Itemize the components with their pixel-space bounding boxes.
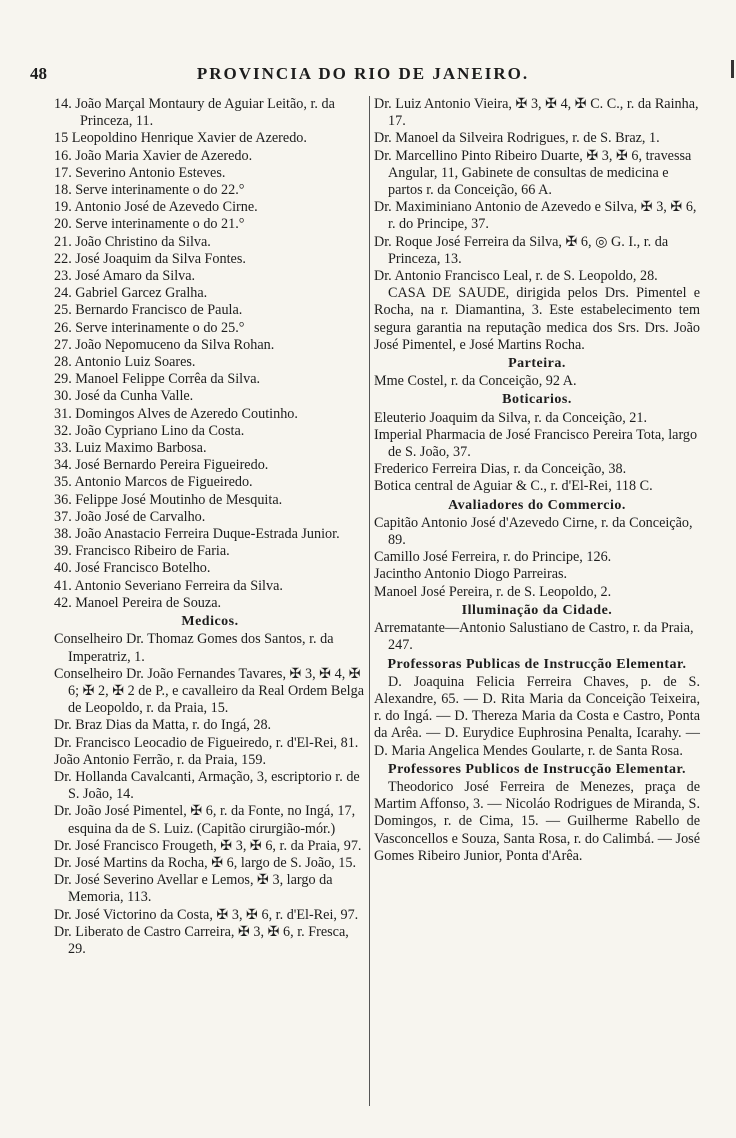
list-item: Dr. Marcellino Pinto Ribeiro Duarte, ✠ 3, ✠ 6, travessa Angular, 11, Gabinete de consultas de medicina e partos r. da Conceição, 66 A. xyxy=(374,147,692,199)
medicos-continued-list xyxy=(374,96,700,285)
page-number: 48 xyxy=(30,64,47,83)
professoras-paragraph: D. Joaquina Felicia Ferreira Chaves, p. de S. Alexandre, 65. — D. Rita Maria da Conceição Teixeira, r. do Ingá. — D. Thereza Maria da Costa e Castro, Ponta da Arêa. — D. Eurydice Euphrosina Penalta, Icarahy. — D. Maria Angelica Mendes Goularte, r. de Santa Rosa. xyxy=(374,673,700,759)
professores-paragraph: Theodorico José Ferreira de Menezes, praça de Martim Affonso, 3. — Nicoláo Rodrigues de Miranda, S. Domingos, r. de Cima, 15. — Guilherme Rabello de Vasconcellos e Souza, Santa Rosa, r. do Calimbá. — José Gomes Ribeiro Junior, Ponta d'Arêa. xyxy=(374,778,700,864)
list-item: 15 Leopoldino Henrique Xavier de Azeredo. xyxy=(54,130,307,147)
list-item: 28. Antonio Luiz Soares. xyxy=(54,354,196,371)
list-item: 18. Serve interinamente o do 22.° xyxy=(54,182,245,199)
list-item: Camillo José Ferreira, r. do Principe, 126. xyxy=(374,549,612,566)
list-item: Capitão Antonio José d'Azevedo Cirne, r. da Conceição, 89. xyxy=(374,514,693,549)
list-item: Dr. Roque José Ferreira da Silva, ✠ 6, ◎ G. I., r. da Princeza, 13. xyxy=(374,233,669,267)
right-column xyxy=(374,96,700,865)
list-item: 34. José Bernardo Pereira Figueiredo. xyxy=(54,457,269,474)
list-item: 37. João José de Carvalho. xyxy=(54,508,206,525)
medicos-list xyxy=(54,631,366,958)
page-edge-mark xyxy=(731,60,734,78)
list-item: Dr. José Francisco Frougeth, ✠ 3, ✠ 6, r. da Praia, 97. xyxy=(54,837,362,854)
running-title: PROVINCIA DO RIO DE JANEIRO. xyxy=(196,64,530,83)
list-item: Dr. Francisco Leocadio de Figueiredo, r. d'El-Rei, 81. xyxy=(54,734,359,751)
list-item: 14. João Marçal Montaury de Aguiar Leitão, r. da Princeza, 11. xyxy=(54,96,335,130)
list-item: 36. Felippe José Moutinho de Mesquita. xyxy=(54,491,283,508)
list-item: 16. João Maria Xavier de Azeredo. xyxy=(54,147,253,164)
avaliadores-list xyxy=(374,515,700,601)
section-heading-parteira: Parteira. xyxy=(508,356,566,372)
list-item: 19. Antonio José de Azevedo Cirne. xyxy=(54,199,258,216)
list-item: Mme Costel, r. da Conceição, 92 A. xyxy=(374,373,577,390)
list-item: Manoel José Pereira, r. de S. Leopoldo, 2. xyxy=(374,583,612,600)
list-item: 40. José Francisco Botelho. xyxy=(54,560,211,577)
page-header xyxy=(30,64,696,90)
list-item: 17. Severino Antonio Esteves. xyxy=(54,164,226,181)
list-item: 20. Serve interinamente o do 21.° xyxy=(54,216,245,233)
list-item: Eleuterio Joaquim da Silva, r. da Conceição, 21. xyxy=(374,409,648,426)
list-item: Dr. Luiz Antonio Vieira, ✠ 3, ✠ 4, ✠ C. C., r. da Rainha, 17. xyxy=(374,96,699,130)
list-item: 27. João Nepomuceno da Silva Rohan. xyxy=(54,336,275,353)
list-item: 39. Francisco Ribeiro de Faria. xyxy=(54,543,230,560)
list-item: Dr. José Victorino da Costa, ✠ 3, ✠ 6, r. d'El-Rei, 97. xyxy=(54,906,359,923)
list-item: João Antonio Ferrão, r. da Praia, 159. xyxy=(54,751,266,768)
list-item: Dr. Manoel da Silveira Rodrigues, r. de S. Braz, 1. xyxy=(374,130,660,147)
left-column xyxy=(54,96,366,958)
list-item: 31. Domingos Alves de Azeredo Coutinho. xyxy=(54,405,298,422)
casa-de-saude-paragraph: CASA DE SAUDE, dirigida pelos Drs. Pimentel e Rocha, na r. Diamantina, 3. Este estabelecimento tem segura garantia na reputação medica dos Srs. Drs. João José Pimentel, e José Martins Rocha. xyxy=(374,285,700,353)
column-divider xyxy=(369,96,370,1106)
list-item: Dr. Hollanda Cavalcanti, Armação, 3, escriptorio r. de S. João, 14. xyxy=(54,768,360,803)
list-item: 38. João Anastacio Ferreira Duque-Estrada Junior. xyxy=(54,526,340,543)
list-item: Dr. Antonio Francisco Leal, r. de S. Leopoldo, 28. xyxy=(374,268,658,285)
list-item: 21. João Christino da Silva. xyxy=(54,233,211,250)
list-item: Frederico Ferreira Dias, r. da Conceição, 38. xyxy=(374,461,627,478)
list-item: 26. Serve interinamente o do 25.° xyxy=(54,319,245,336)
list-item: Dr. José Severino Avellar e Lemos, ✠ 3, largo da Memoria, 113. xyxy=(54,872,333,906)
boticarios-list xyxy=(374,410,700,496)
list-item: 41. Antonio Severiano Ferreira da Silva. xyxy=(54,577,283,594)
list-item: 22. José Joaquim da Silva Fontes. xyxy=(54,250,246,267)
list-item: 42. Manoel Pereira de Souza. xyxy=(54,594,222,611)
list-item: Imperial Pharmacia de José Francisco Pereira Tota, largo de S. João, 37. xyxy=(374,426,698,461)
list-item: Dr. Maximiniano Antonio de Azevedo e Silva, ✠ 3, ✠ 6, r. do Principe, 37. xyxy=(374,199,697,233)
list-item: Dr. Liberato de Castro Carreira, ✠ 3, ✠ 6, r. Fresca, 29. xyxy=(54,923,349,957)
list-item: Dr. José Martins da Rocha, ✠ 6, largo de S. João, 15. xyxy=(54,854,357,871)
list-item: 35. Antonio Marcos de Figueiredo. xyxy=(54,474,253,491)
section-heading-professoras: Professoras Publicas de Instrucção Elementar. xyxy=(387,656,687,672)
list-item: Arrematante—Antonio Salustiano de Castro, r. da Praia, 247. xyxy=(374,620,694,654)
list-item: 32. João Cypriano Lino da Costa. xyxy=(54,422,245,439)
section-heading-iluminacao: Illuminação da Cidade. xyxy=(461,602,613,618)
list-item: Jacintho Antonio Diogo Parreiras. xyxy=(374,566,568,583)
list-item: 23. José Amaro da Silva. xyxy=(54,268,196,285)
list-item: Dr. João José Pimentel, ✠ 6, r. da Fonte, no Ingá, 17, esquina da de S. Luiz. (Capitão cirurgião-mór.) xyxy=(54,803,356,837)
list-item: 30. José da Cunha Valle. xyxy=(54,388,194,405)
list-item: 25. Bernardo Francisco de Paula. xyxy=(54,302,243,319)
section-heading-professores: Professores Publicos de Instrucção Elementar. xyxy=(388,761,686,777)
list-item: 33. Luiz Maximo Barbosa. xyxy=(54,440,207,457)
list-item: Botica central de Aguiar & C., r. d'El-Rei, 118 C. xyxy=(374,478,653,495)
section-heading-medicos: Medicos. xyxy=(181,614,239,630)
section-heading-boticarios: Boticarios. xyxy=(502,392,572,408)
list-item: 29. Manoel Felippe Corrêa da Silva. xyxy=(54,371,261,388)
numbered-list xyxy=(54,96,366,612)
list-item: Dr. Braz Dias da Matta, r. do Ingá, 28. xyxy=(54,717,272,734)
section-heading-avaliadores: Avaliadores do Commercio. xyxy=(448,497,626,513)
list-item: Conselheiro Dr. João Fernandes Tavares, ✠ 3, ✠ 4, ✠ 6; ✠ 2, ✠ 2 de P., e cavalleiro da Real Ordem Belga de Leopoldo, r. da Praia, 15. xyxy=(54,665,365,717)
list-item: Conselheiro Dr. Thomaz Gomes dos Santos, r. da Imperatriz, 1. xyxy=(54,631,334,665)
list-item: 24. Gabriel Garcez Gralha. xyxy=(54,285,208,302)
